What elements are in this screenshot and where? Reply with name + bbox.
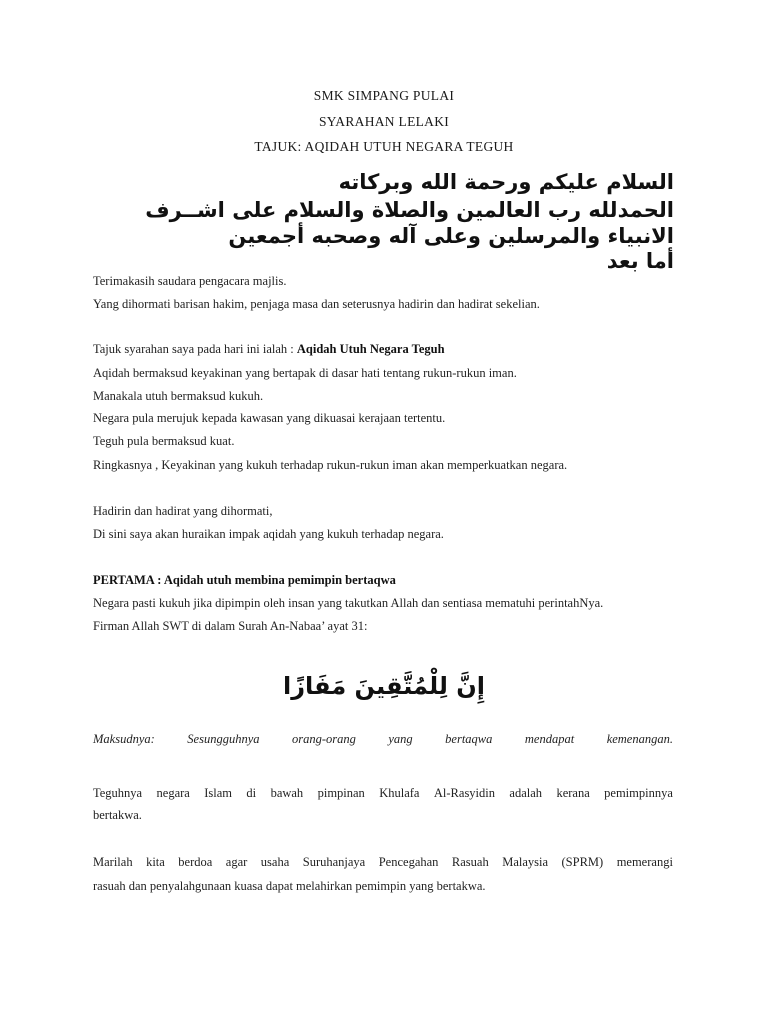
word: Malaysia — [502, 855, 549, 869]
word: berdoa — [178, 855, 213, 869]
meaning-word: yang — [388, 732, 413, 746]
word: memerangi — [616, 855, 673, 869]
paragraph-line: bertakwa. — [93, 808, 142, 822]
topic-prefix: Tajuk syarahan saya pada hari ini ialah : — [93, 342, 297, 356]
point-line: Firman Allah SWT di dalam Surah An-Nabaa’ ayat 31: — [93, 619, 368, 633]
meaning-word: Sesungguhnya — [187, 732, 260, 746]
arabic-greeting: السلام عليكم ورحمة الله وبركاته — [338, 170, 674, 194]
speech-type: SYARAHAN LELAKI — [318, 114, 450, 129]
paragraph-line — [93, 855, 673, 870]
meaning-word: orang-orang — [291, 732, 356, 746]
word: Pencegahan — [378, 855, 439, 869]
word: usaha — [260, 855, 290, 869]
address-line: Hadirin dan hadirat yang dihormati, — [93, 504, 273, 518]
school-name: SMK SIMPANG PULAI — [313, 88, 455, 103]
definition-line: Negara pula merujuk kepada kawasan yang dikuasai kerajaan tertentu. — [93, 411, 446, 425]
word: adalah — [509, 786, 543, 800]
word: kerana — [556, 786, 590, 800]
intro-line: Terimakasih saudara pengacara majlis. — [93, 274, 287, 288]
topic-line — [93, 342, 445, 357]
word: kita — [146, 855, 165, 869]
paragraph-line: rasuah dan penyalahgunaan kuasa dapat melahirkan pemimpin yang bertakwa. — [93, 879, 486, 893]
arabic-praise: الحمدلله رب العالمين والصلاة والسلام على اشــرف — [145, 198, 674, 222]
meaning-word: mendapat — [524, 732, 575, 746]
point-heading — [93, 573, 396, 588]
verse-meaning — [93, 732, 673, 747]
word: Rasuah — [451, 855, 489, 869]
word: Al-Rasyidin — [433, 786, 495, 800]
definition-line: Ringkasnya , Keyakinan yang kukuh terhadap rukun-rukun iman akan memperkuatkan negara. — [93, 458, 568, 472]
word: pemimpinnya — [604, 786, 673, 800]
arabic-amma-bad: أما بعد — [606, 249, 674, 273]
word: Teguhnya — [93, 786, 143, 800]
paragraph-line — [93, 786, 673, 801]
word: pimpinan — [317, 786, 365, 800]
topic-title: Aqidah Utuh Negara Teguh — [296, 342, 445, 356]
word: negara — [156, 786, 190, 800]
intro-line: Yang dihormati barisan hakim, penjaga masa dan seterusnya hadirin dan hadirat sekelian. — [93, 297, 540, 311]
word: agar — [225, 855, 248, 869]
meaning-word: kemenangan. — [606, 732, 673, 746]
address-line: Di sini saya akan huraikan impak aqidah yang kukuh terhadap negara. — [93, 527, 444, 541]
meaning-word: bertaqwa — [445, 732, 493, 746]
word: di — [246, 786, 257, 800]
word: Khulafa — [379, 786, 420, 800]
point-line: Negara pasti kukuh jika dipimpin oleh insan yang takutkan Allah dan sentiasa mematuhi perintahNya. — [93, 596, 604, 610]
point-heading-text: PERTAMA : Aqidah utuh membina pemimpin bertaqwa — [93, 573, 396, 587]
speech-topic: TAJUK: AQIDAH UTUH NEGARA TEGUH — [254, 139, 514, 154]
word: Suruhanjaya — [302, 855, 366, 869]
definition-line: Manakala utuh bermaksud kukuh. — [93, 389, 264, 403]
arabic-salawat: الانبياء والمرسلين وعلى آله وصحبه أجمعين — [228, 224, 674, 248]
word: (SPRM) — [561, 855, 604, 869]
word: Marilah — [93, 855, 133, 869]
word: bawah — [270, 786, 304, 800]
definition-line: Aqidah bermaksud keyakinan yang bertapak di dasar hati tentang rukun-rukun iman. — [93, 366, 517, 380]
word: Islam — [204, 786, 233, 800]
meaning-word: Maksudnya: — [93, 732, 155, 746]
definition-line: Teguh pula bermaksud kuat. — [93, 434, 235, 448]
quran-verse: إِنَّ لِلْمُتَّقِينَ مَفَازًا — [283, 672, 485, 700]
